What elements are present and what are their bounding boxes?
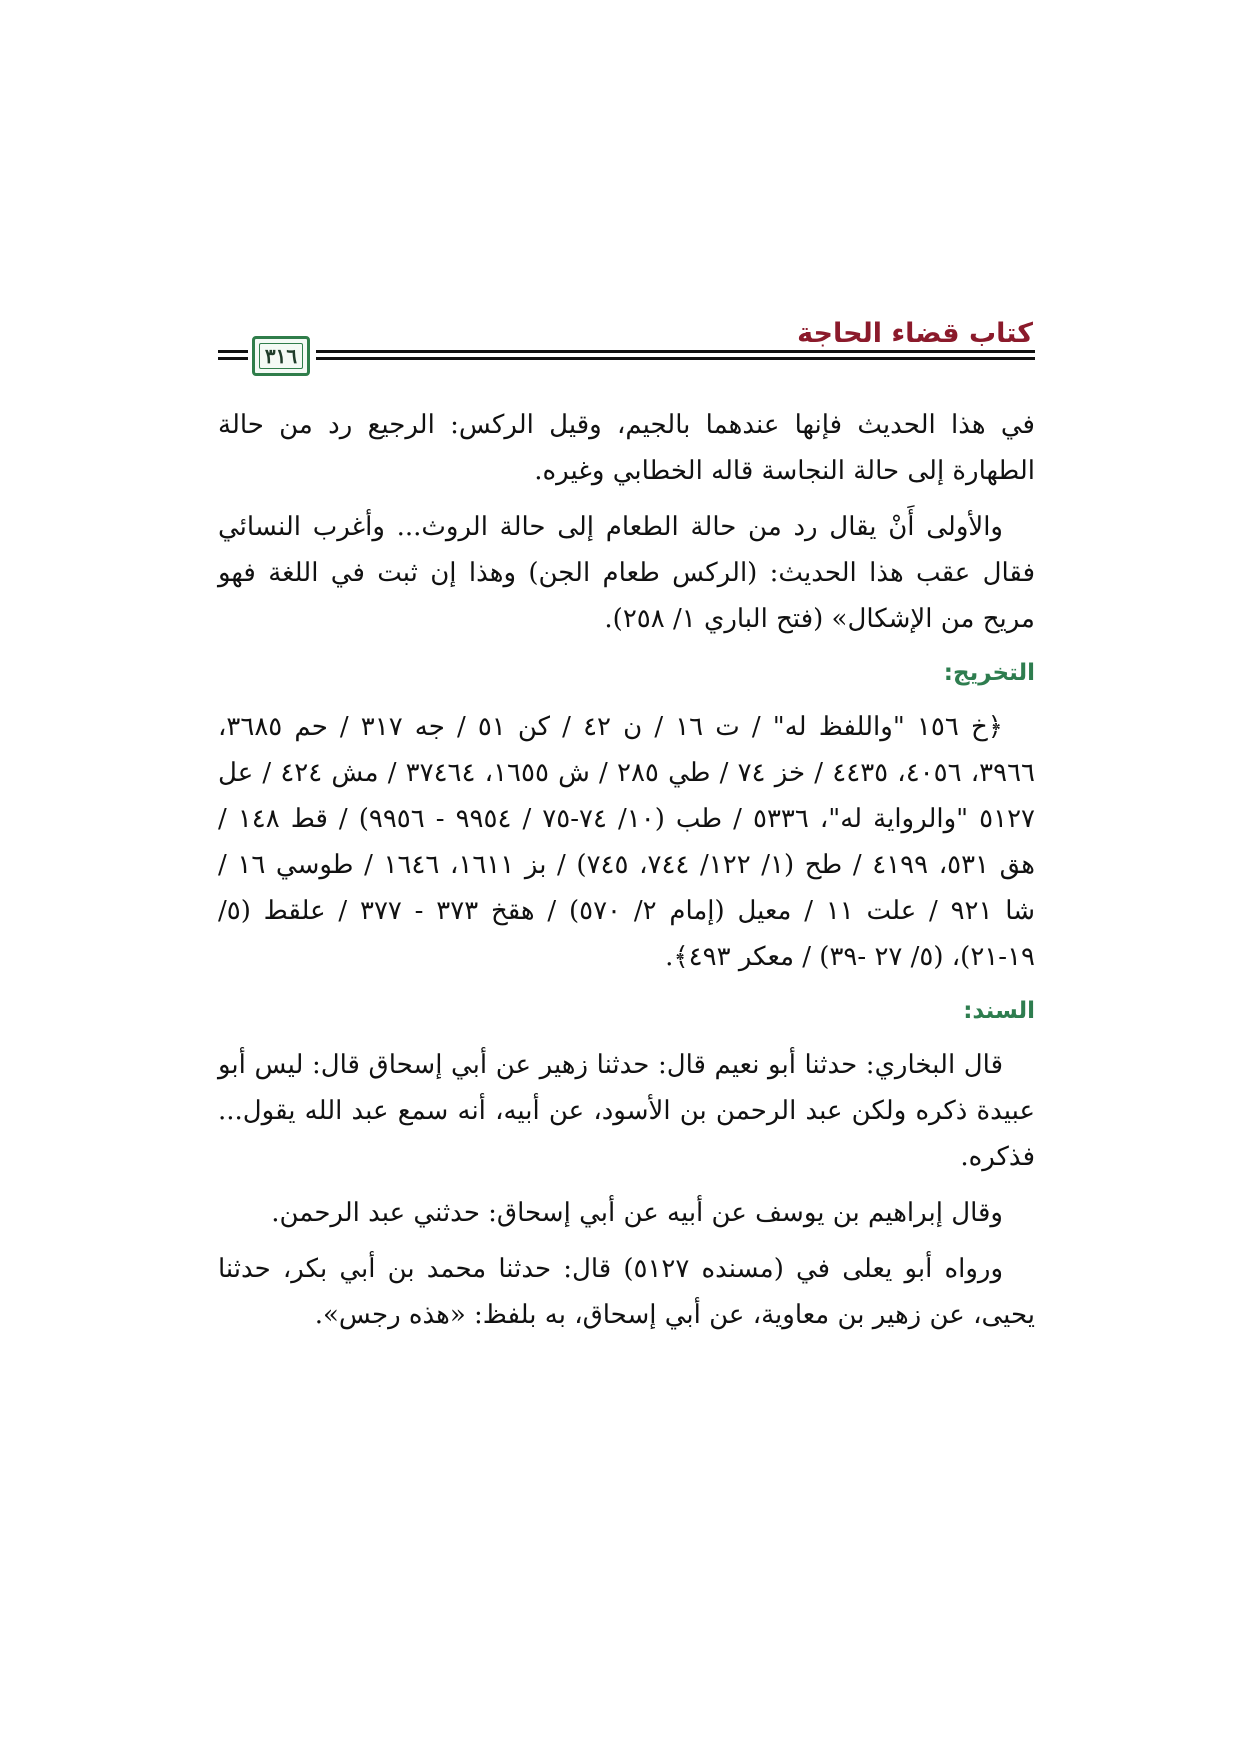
page-header [218,318,1035,388]
paragraph-1: في هذا الحديث فإنها عندهما بالجيم، وقيل الركس: الرجيع رد من حالة الطهارة إلى حالة النجاسة قاله الخطابي وغيره. [218,410,1035,486]
header-rule-left-top [218,350,248,353]
page-body [218,402,1035,1338]
takhrij-heading: التخريج: [943,660,1035,686]
sanad-paragraph-1: قال البخاري: حدثنا أبو نعيم قال: حدثنا زهير عن أبي إسحاق قال: ليس أبو عبيدة ذكره ولكن عبد الرحمن بن الأسود، عن أبيه، أنه سمع عبد الله يقول... فذكره. [218,1050,1035,1172]
header-rule-bottom [316,357,1035,360]
sanad-heading: السند: [963,998,1035,1024]
page-number: ٣١٦ [259,343,303,369]
paragraph-2: والأولى أَنْ يقال رد من حالة الطعام إلى حالة الروث... وأغرب النسائي فقال عقب هذا الحديث: (الركس طعام الجن) وهذا إن ثبت في اللغة فهو مريح من الإشكال» (فتح الباري ١/ ٢٥٨). [218,512,1035,634]
takhrij-text: ﴿خ ١٥٦ "واللفظ له" / ت ١٦ / ن ٤٢ / كن ٥١ / جه ٣١٧ / حم ٣٦٨٥، ٣٩٦٦، ٤٠٥٦، ٤٤٣٥ / خز ٧٤ / طي ٢٨٥ / ش ١٦٥٥، ٣٧٤٦٤ / مش ٤٢٤ / عل ٥١٢٧ "والرواية له"، ٥٣٣٦ / طب (١٠/ ٧٤-٧٥ / ٩٩٥٤ - ٩٩٥٦) / قط ١٤٨ / هق ٥٣١، ٤١٩٩ / طح (١/ ١٢٢/ ٧٤٤، ٧٤٥) / بز ١٦١١، ١٦٤٦ / طوسي ١٦ / شا ٩٢١ / علت ١١ / معيل (إمام ٢/ ٥٧٠) / هقخ ٣٧٣ - ٣٧٧ / علقط (٥/ ١٩-٢١)، (٥/ ٢٧ -٣٩) / معكر ٤٩٣﴾. [218,712,1036,972]
page-number-badge [252,336,310,376]
header-rule-left-bottom [218,357,248,360]
header-rule-top [316,350,1035,353]
sanad-paragraph-2: وقال إبراهيم بن يوسف عن أبيه عن أبي إسحاق: حدثني عبد الرحمن. [271,1198,1003,1228]
sanad-paragraph-3: ورواه أبو يعلى في (مسنده ٥١٢٧) قال: حدثنا محمد بن أبي بكر، حدثنا يحيى، عن زهير بن معاوية، عن أبي إسحاق، به بلفظ: «هذه رجس». [218,1254,1035,1330]
book-title: كتاب قضاء الحاجة [797,318,1033,349]
